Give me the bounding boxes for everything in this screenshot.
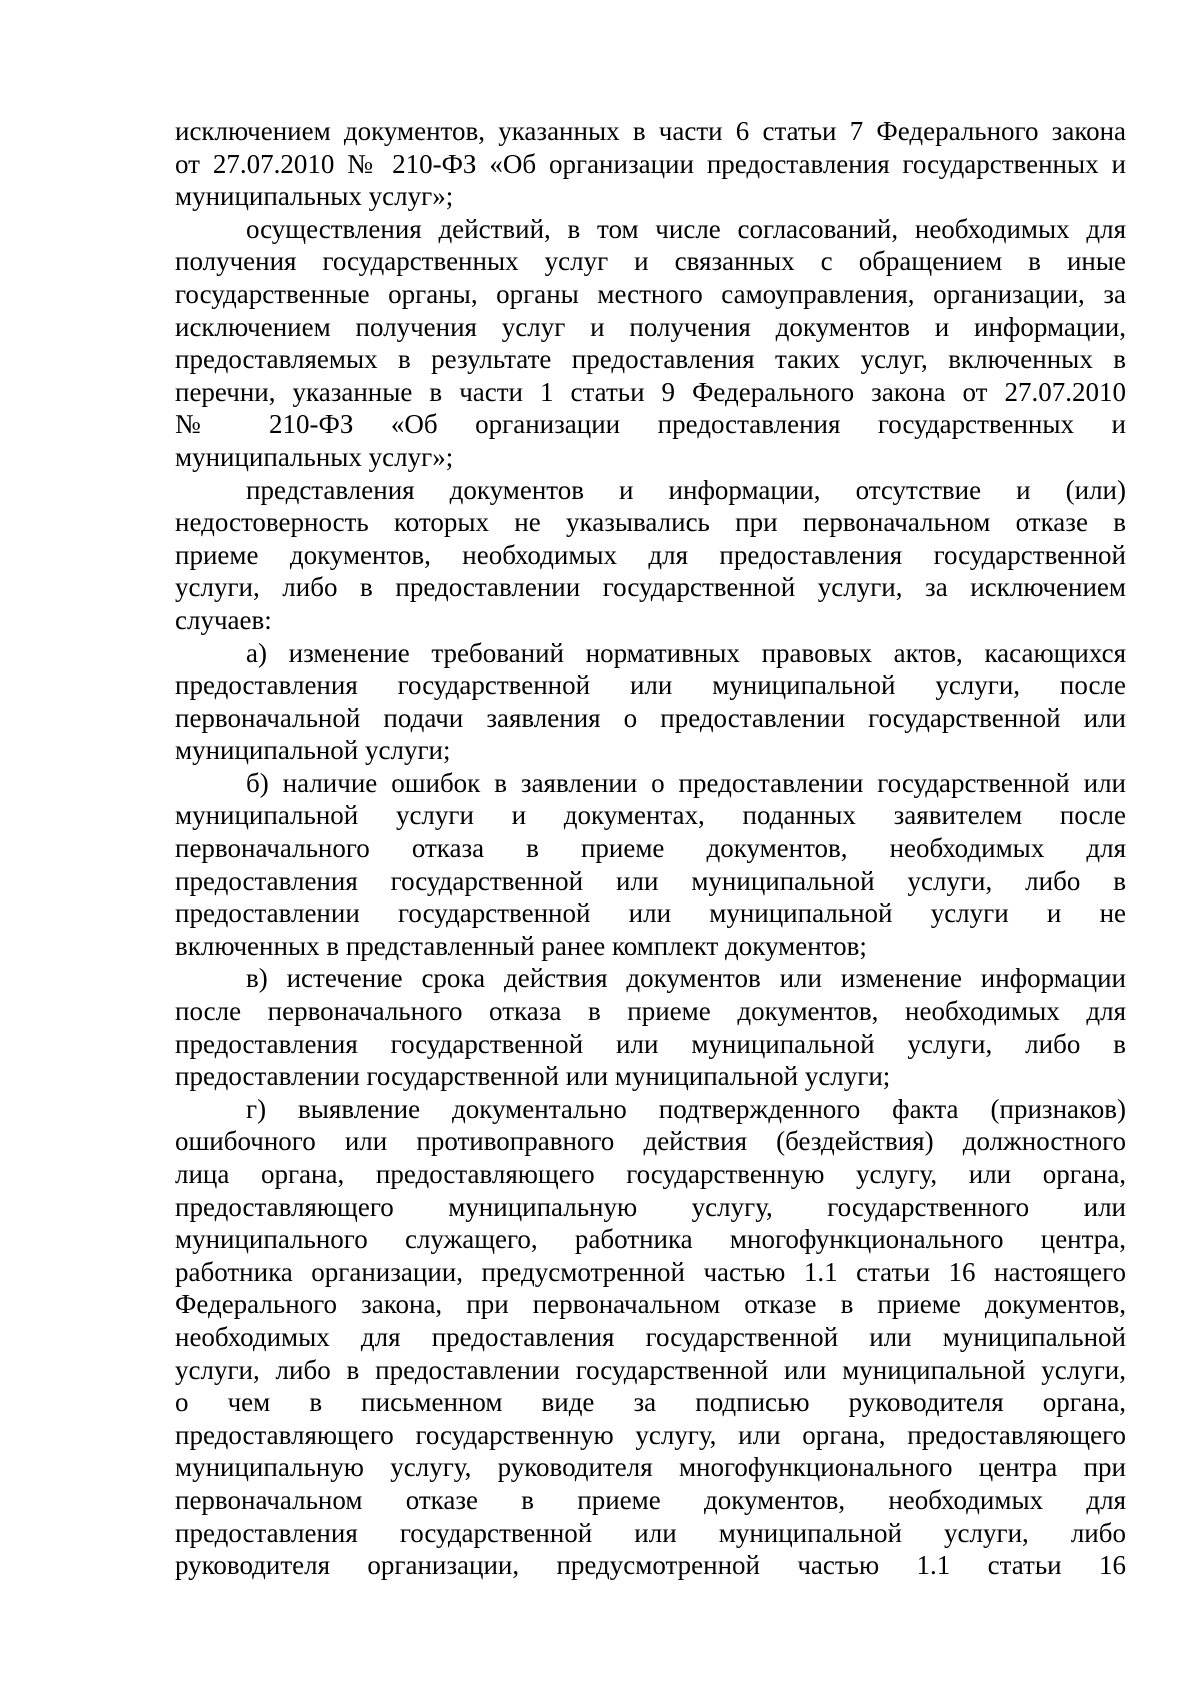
document-line: предоставляющего муниципальную услугу, государственного или (175, 1191, 1126, 1222)
document-line: муниципальных услуг»; (175, 441, 454, 472)
document-line: муниципальную услугу, руководителя многофункционального центра при (175, 1452, 1126, 1483)
document-page (175, 115, 1126, 1582)
document-line: Федерального закона, при первоначальном отказе в приеме документов, (175, 1289, 1126, 1320)
document-line: предоставления государственной или муниципальной услуги, после (175, 670, 1126, 701)
document-line: предоставления государственной или муниципальной услуги, либо (175, 1517, 1126, 1548)
document-line: муниципальной услуги и документах, поданных заявителем после (175, 800, 1126, 831)
document-line: предоставления государственной или муниципальной услуги, либо в (175, 865, 1126, 896)
document-line: предоставлении государственной или муниципальной услуги и не (175, 898, 1126, 929)
document-line: муниципальной услуги; (175, 735, 451, 766)
document-line: случаев: (175, 604, 272, 635)
document-line: муниципальных услуг»; (175, 181, 454, 212)
document-line: недостоверность которых не указывались при первоначальном отказе в (175, 507, 1126, 538)
document-line: № 210-ФЗ «Об организации предоставления государственных и (175, 409, 1126, 440)
document-line: представления документов и информации, отсутствие и (или) (246, 474, 1126, 505)
document-line: первоначального отказа в приеме документов, необходимых для (175, 833, 1126, 864)
document-line: руководителя организации, предусмотренной частью 1.1 статьи 16 (175, 1550, 1126, 1581)
document-line: включенных в представленный ранее комплект документов; (175, 930, 867, 961)
document-line: услуги, либо в предоставлении государственной или муниципальной услуги, (175, 1354, 1126, 1385)
document-line: ошибочного или противоправного действия (бездействия) должностного (175, 1126, 1126, 1157)
document-line: первоначальном отказе в приеме документов, необходимых для (175, 1484, 1126, 1515)
document-line: работника организации, предусмотренной частью 1.1 статьи 16 настоящего (175, 1256, 1126, 1287)
document-line: предоставляемых в результате предоставления таких услуг, включенных в (175, 344, 1126, 375)
document-line: государственные органы, органы местного самоуправления, организации, за (175, 278, 1126, 309)
document-line: осуществления действий, в том числе согласований, необходимых для (246, 213, 1126, 244)
document-line: исключением документов, указанных в части 6 статьи 7 Федерального закона (175, 116, 1126, 146)
document-line: от 27.07.2010 № 210-ФЗ «Об организации предоставления государственных и (175, 148, 1126, 179)
document-line: б) наличие ошибок в заявлении о предоставлении государственной или (246, 767, 1126, 798)
document-line: предоставлении государственной или муниципальной услуги; (175, 1061, 891, 1092)
document-line: необходимых для предоставления государственной или муниципальной (175, 1321, 1126, 1352)
document-line: а) изменение требований нормативных правовых актов, касающихся (246, 637, 1126, 668)
document-line: приеме документов, необходимых для предоставления государственной (175, 539, 1126, 570)
document-line: первоначальной подачи заявления о предоставлении государственной или (175, 702, 1126, 733)
document-line: о чем в письменном виде за подписью руководителя органа, (175, 1387, 1126, 1418)
document-line: в) истечение срока действия документов или изменение информации (246, 963, 1126, 994)
document-line: перечни, указанные в части 1 статьи 9 Федерального закона от 27.07.2010 (175, 376, 1126, 407)
document-line: г) выявление документально подтвержденного факта (признаков) (246, 1093, 1126, 1124)
document-line: получения государственных услуг и связанных с обращением в иные (175, 246, 1126, 277)
document-line: муниципального служащего, работника многофункционального центра, (175, 1224, 1126, 1255)
document-line: предоставления государственной или муниципальной услуги, либо в (175, 1028, 1126, 1059)
document-line: после первоначального отказа в приеме документов, необходимых для (175, 996, 1126, 1027)
document-line: лица органа, предоставляющего государственную услугу, или органа, (175, 1159, 1126, 1189)
document-line: исключением получения услуг и получения документов и информации, (175, 311, 1126, 342)
document-line: услуги, либо в предоставлении государственной услуги, за исключением (175, 572, 1126, 603)
document-line: предоставляющего государственную услугу, или органа, предоставляющего (175, 1419, 1126, 1450)
